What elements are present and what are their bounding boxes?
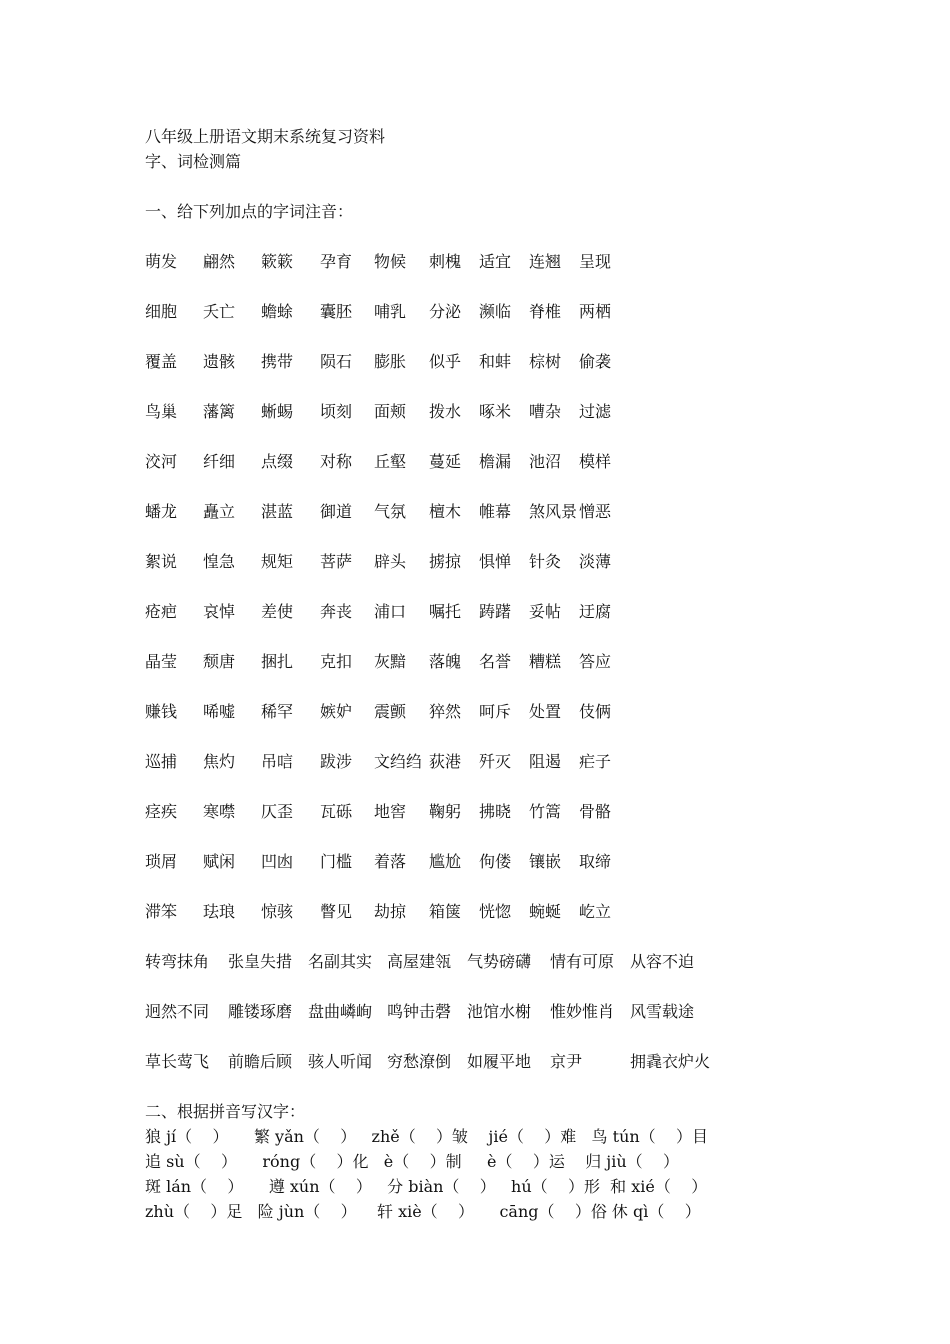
- vocab-word: 簌簌: [261, 252, 294, 271]
- idiom-word: 从容不迫: [630, 952, 695, 971]
- vocab-word: 分泌: [429, 302, 462, 321]
- pinyin-line: 追 sù（ ） róng（ ）化 è（ ）制 è（ ）运 归 jiù（ ）: [145, 1152, 680, 1171]
- idiom-word: 穷愁潦倒: [387, 1052, 452, 1071]
- idiom-word: 骇人听闻: [308, 1052, 373, 1071]
- vocab-word: 连翘: [529, 252, 562, 271]
- vocab-word: 伎俩: [579, 702, 612, 721]
- vocab-word: 菩萨: [320, 552, 353, 571]
- vocab-word: 克扣: [320, 652, 353, 671]
- vocab-word: 翩然: [203, 252, 236, 271]
- pinyin-line: zhù（ ）足 险 jùn（ ） 轩 xiè（ ） cāng（ ）俗 休 qì（ ）: [145, 1202, 701, 1221]
- vocab-word: 顷刻: [320, 402, 353, 421]
- vocab-word: 鞠躬: [429, 802, 462, 821]
- vocab-word: 痉疾: [145, 802, 178, 821]
- vocab-word: 取缔: [579, 852, 612, 871]
- vocab-word: 名誉: [479, 652, 512, 671]
- vocab-word: 蟠龙: [145, 502, 178, 521]
- vocab-word: 呈现: [579, 252, 612, 271]
- vocab-word: 吊唁: [261, 752, 294, 771]
- idiom-word: 迥然不同: [145, 1002, 210, 1021]
- pinyin-line: 狼 jí（ ） 繁 yǎn（ ） zhě（ ）皱 jié（ ）难 鸟 tún（ ）目: [145, 1127, 709, 1146]
- vocab-word: 文绉绉: [374, 752, 423, 771]
- spacer: [145, 174, 865, 199]
- vocab-word: 落魄: [429, 652, 462, 671]
- vocab-word: 拂晓: [479, 802, 512, 821]
- vocab-word: 稀罕: [261, 702, 294, 721]
- idiom-row: [145, 999, 865, 1024]
- vocab-row: [145, 799, 865, 824]
- vocab-word: 鸟巢: [145, 402, 178, 421]
- vocab-word: 携带: [261, 352, 294, 371]
- vocab-word: 适宜: [479, 252, 512, 271]
- vocab-word: 惧惮: [479, 552, 512, 571]
- vocab-word: 湛蓝: [261, 502, 294, 521]
- vocab-word: 处置: [529, 702, 562, 721]
- vocab-word: 煞风景: [529, 502, 578, 521]
- vocab-word: 呵斥: [479, 702, 512, 721]
- vocab-word: 蟾蜍: [261, 302, 294, 321]
- section1-heading: 一、给下列加点的字词注音：: [145, 202, 354, 221]
- vocab-word: 和蚌: [479, 352, 512, 371]
- vocab-word: 哀悼: [203, 602, 236, 621]
- idiom-word: 草长莺飞: [145, 1052, 210, 1071]
- vocab-word: 歼灭: [479, 752, 512, 771]
- vocab-word: 屹立: [579, 902, 612, 921]
- vocab-word: 蜿蜒: [529, 902, 562, 921]
- vocab-word: 巡捕: [145, 752, 178, 771]
- vocab-word: 珐琅: [203, 902, 236, 921]
- vocab-word: 跋涉: [320, 752, 353, 771]
- vocab-word: 寒噤: [203, 802, 236, 821]
- vocab-word: 阻遏: [529, 752, 562, 771]
- vocab-word: 啄米: [479, 402, 512, 421]
- vocab-word: 灰黯: [374, 652, 407, 671]
- idiom-word: 气势磅礴: [467, 952, 532, 971]
- vocab-word: 荻港: [429, 752, 462, 771]
- idiom-word: 名副其实: [308, 952, 373, 971]
- idiom-word: 如履平地: [467, 1052, 532, 1071]
- vocab-word: 答应: [579, 652, 612, 671]
- vocab-word: 藩篱: [203, 402, 236, 421]
- vocab-word: 疟子: [579, 752, 612, 771]
- vocab-word: 刺槐: [429, 252, 462, 271]
- vocab-word: 偷袭: [579, 352, 612, 371]
- idiom-word: 转弯抹角: [145, 952, 210, 971]
- vocab-row: [145, 499, 865, 524]
- vocab-word: 蜥蜴: [261, 402, 294, 421]
- vocab-word: 赋闲: [203, 852, 236, 871]
- vocab-word: 惊骇: [261, 902, 294, 921]
- idiom-word: 风雪载途: [630, 1002, 695, 1021]
- vocab-word: 猝然: [429, 702, 462, 721]
- vocab-word: 丘壑: [374, 452, 407, 471]
- vocab-row: [145, 899, 865, 924]
- vocab-word: 劫掠: [374, 902, 407, 921]
- vocab-word: 瓦砾: [320, 802, 353, 821]
- idiom-list: [145, 949, 865, 1074]
- vocab-word: 凹凼: [261, 852, 294, 871]
- vocab-word: 滞笨: [145, 902, 178, 921]
- vocab-word: 两栖: [579, 302, 612, 321]
- document-page: [145, 124, 865, 1224]
- idiom-word: 拥毳衣炉火: [630, 1052, 711, 1071]
- vocab-word: 佝偻: [479, 852, 512, 871]
- vocab-word: 仄歪: [261, 802, 294, 821]
- vocab-word: 尴尬: [429, 852, 462, 871]
- vocab-word: 似乎: [429, 352, 462, 371]
- vocab-word: 迂腐: [579, 602, 612, 621]
- document-subtitle: 字、词检测篇: [145, 152, 242, 171]
- vocab-row: [145, 299, 865, 324]
- vocab-word: 妥帖: [529, 602, 562, 621]
- vocab-word: 孕育: [320, 252, 353, 271]
- vocab-word: 御道: [320, 502, 353, 521]
- idiom-word: 惟妙惟肖: [550, 1002, 615, 1021]
- vocab-word: 纤细: [203, 452, 236, 471]
- vocab-word: 踌躇: [479, 602, 512, 621]
- idiom-word: 雕镂琢磨: [228, 1002, 293, 1021]
- vocab-row: [145, 549, 865, 574]
- vocab-row: [145, 399, 865, 424]
- vocab-word: 脊椎: [529, 302, 562, 321]
- vocab-word: 洨河: [145, 452, 178, 471]
- vocab-word: 门槛: [320, 852, 353, 871]
- vocab-word: 唏嘘: [203, 702, 236, 721]
- vocab-word: 模样: [579, 452, 612, 471]
- vocab-word: 晶莹: [145, 652, 178, 671]
- vocab-word: 蔓延: [429, 452, 462, 471]
- idiom-word: 前瞻后顾: [228, 1052, 293, 1071]
- vocab-row: [145, 749, 865, 774]
- vocab-word: 着落: [374, 852, 407, 871]
- idiom-word: 高屋建瓴: [387, 952, 452, 971]
- vocab-word: 规矩: [261, 552, 294, 571]
- vocab-word: 淡薄: [579, 552, 612, 571]
- vocab-row: [145, 849, 865, 874]
- vocab-word: 掳掠: [429, 552, 462, 571]
- vocab-word: 遗骸: [203, 352, 236, 371]
- vocab-word: 焦灼: [203, 752, 236, 771]
- vocab-word: 点缀: [261, 452, 294, 471]
- vocab-word: 濒临: [479, 302, 512, 321]
- vocab-word: 赚钱: [145, 702, 178, 721]
- vocab-word: 膨胀: [374, 352, 407, 371]
- vocab-word: 嘈杂: [529, 402, 562, 421]
- idiom-word: 情有可原: [550, 952, 615, 971]
- vocab-word: 絮说: [145, 552, 178, 571]
- vocab-row: [145, 599, 865, 624]
- vocab-word: 地窖: [374, 802, 407, 821]
- vocab-word: 浦口: [374, 602, 407, 621]
- vocab-word: 疮疤: [145, 602, 178, 621]
- vocab-row: [145, 249, 865, 274]
- vocab-word: 物候: [374, 252, 407, 271]
- vocab-word: 奔丧: [320, 602, 353, 621]
- vocab-word: 池沼: [529, 452, 562, 471]
- vocab-word: 憎恶: [579, 502, 612, 521]
- vocab-word: 檀木: [429, 502, 462, 521]
- idiom-word: 盘曲嶙峋: [308, 1002, 373, 1021]
- vocab-word: 颓唐: [203, 652, 236, 671]
- vocab-word: 箱箧: [429, 902, 462, 921]
- vocab-word: 竹篙: [529, 802, 562, 821]
- vocab-word: 细胞: [145, 302, 178, 321]
- idiom-word: 张皇失措: [228, 952, 293, 971]
- vocab-word: 檐漏: [479, 452, 512, 471]
- vocab-word: 囊胚: [320, 302, 353, 321]
- vocab-word: 哺乳: [374, 302, 407, 321]
- idiom-row: [145, 949, 865, 974]
- vocab-row: [145, 449, 865, 474]
- vocab-word: 嘱托: [429, 602, 462, 621]
- vocab-word: 棕树: [529, 352, 562, 371]
- vocab-word: 辟头: [374, 552, 407, 571]
- vocab-word: 糟糕: [529, 652, 562, 671]
- vocab-word: 捆扎: [261, 652, 294, 671]
- vocab-word: 矗立: [203, 502, 236, 521]
- vocab-list: [145, 249, 865, 924]
- vocab-word: 陨石: [320, 352, 353, 371]
- vocab-word: 对称: [320, 452, 353, 471]
- vocab-row: [145, 699, 865, 724]
- vocab-word: 骨骼: [579, 802, 612, 821]
- vocab-word: 拨水: [429, 402, 462, 421]
- idiom-word: 鸣钟击磬: [387, 1002, 452, 1021]
- vocab-word: 差使: [261, 602, 294, 621]
- vocab-word: 镶嵌: [529, 852, 562, 871]
- vocab-word: 过滤: [579, 402, 612, 421]
- vocab-row: [145, 349, 865, 374]
- idiom-word: 池馆水榭: [467, 1002, 532, 1021]
- vocab-word: 夭亡: [203, 302, 236, 321]
- vocab-word: 琐屑: [145, 852, 178, 871]
- idiom-row: [145, 1049, 865, 1074]
- vocab-word: 萌发: [145, 252, 178, 271]
- document-title: 八年级上册语文期末系统复习资料: [145, 127, 386, 146]
- vocab-word: 覆盖: [145, 352, 178, 371]
- pinyin-line: 斑 lán（ ） 遵 xún（ ） 分 biàn（ ） hú（ ）形 和 xié（ ）: [145, 1177, 708, 1196]
- vocab-word: 瞥见: [320, 902, 353, 921]
- section2-heading: 二、根据拼音写汉字：: [145, 1102, 306, 1121]
- idiom-word: 京尹: [550, 1052, 583, 1071]
- vocab-word: 气氛: [374, 502, 407, 521]
- vocab-row: [145, 649, 865, 674]
- vocab-word: 惶急: [203, 552, 236, 571]
- vocab-word: 面颊: [374, 402, 407, 421]
- vocab-word: 恍惚: [479, 902, 512, 921]
- vocab-word: 针灸: [529, 552, 562, 571]
- vocab-word: 嫉妒: [320, 702, 353, 721]
- vocab-word: 帷幕: [479, 502, 512, 521]
- vocab-word: 震颤: [374, 702, 407, 721]
- pinyin-exercise: [145, 1124, 865, 1224]
